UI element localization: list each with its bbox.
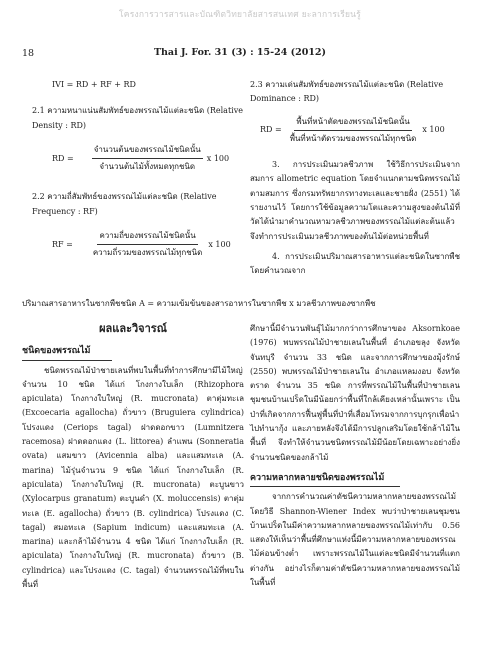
species-paragraph: ชนิดพรรณไม้ป่าชายเลนที่พบในพื้นที่ทำการศึกษามีไม้ใหญ่จำนวน 10 ชนิด ได้แก่ โกงกางใบเล็ก (Rhizophora apiculata) โกงกางใบใหญ่ (R. mucronata) ตาตุ่มทะเล (Excoecaria agallocha) ถั่วขาว (Bruguiera cylindrica) โปรงแดง (Ceriops tagal) ฝาดดอกขาว (Lumnitzera racemosa) ฝาดดอกแดง (L. littorea) ลำแพน (Sonneratia ovata) แสมขาว (Avicennia alba) และแสมทะเล (A. marina) ไม้รุ่นจำนวน 9 ชนิด ได้แก่ โกงกางใบเล็ก (R. apiculata) โกงกางใบใหญ่ (R. mucronata) ตะบูนขาว (Xylocarpus granatum) ตะบูนดำ (X. moluccensis) ตาตุ่มทะเล (E. agallocha) ถั่วขาว (B. cylindrica) โปรงแดง (C. tagal) สมอทะเล (Sapium indicum) และแสมทะเล (A. marina) และกล้าไม้จำนวน 4 ชนิด ได้แก่ โกงกางใบเล็ก (R. apiculata) โกงกางใบใหญ่ (R. mucronata) ถั่วขาว (B. cylindrica) และโปรงแดง (C. tagal) จำนวนพรรณไม้ที่พบในพื้นที่ <box>22 365 244 590</box>
results-right-column <box>250 322 460 590</box>
rf-lhs: RF = <box>52 239 73 249</box>
rd-denominator: จำนวนต้นไม้ทั้งหมดทุกชนิด <box>99 162 196 172</box>
results-title: ผลและวิจารณ์ <box>99 322 167 335</box>
rdo-formula <box>260 115 460 147</box>
species-comparison-paragraph: ศึกษานี้มีจำนวนพันธุ์ไม้มากกว่าการศึกษาของ Aksornkoae (1976) พบพรรณไม้ป่าชายเลนในพื้นที่ อำเภอขลุง จังหวัดจันทบุรี จำนวน 33 ชนิด และจากการศึกษาของมุ้งรักษ์ (2550) พบพรรณไม้ป่าชายเลนใน อำเภอแหลมงอบ จังหวัดตราด จำนวน 35 ชนิด การที่พรรณไม้ในพื้นที่ป่าชายเลนชุมชนบ้านเปร็ดในมีน้อยกว่าพื้นที่ใกล้เคียงเหล่านั้นเพราะ เป็นป่าที่เกิดจากการฟื้นฟูพื้นที่ป่าที่เสื่อมโทรมจากการบุกรุกเพื่อนำไปทำนากุ้ง และภายหลังจึงได้มีการปลูกเสริมโดยใช้กล้าไม้ในพื้นที่ จึงทำให้จำนวนชนิดพรรณไม้มีน้อยโดยเฉพาะอย่างยิ่งจำนวนชนิดของกล้าไม้ <box>250 324 460 462</box>
rdo-multiplier: x 100 <box>422 125 445 135</box>
rd-numerator: จำนวนต้นของพรรณไม้ชนิดนั้น <box>92 143 203 159</box>
rf-numerator: ความถี่ของพรรณไม้ชนิดนั้น <box>97 229 197 245</box>
diversity-heading: ความหลากหลายชนิดของพรรณไม้ <box>250 472 385 483</box>
right-methods-column <box>250 78 460 279</box>
rd-fraction <box>92 143 203 175</box>
rf-denominator: ความถี่รวมของพรรณไม้ทุกชนิด <box>92 248 203 258</box>
method-paragraph-4: 4. การประเมินปริมาณสารอาหารแต่ละชนิดในซากพืชโดยคำนวณจาก <box>250 251 460 276</box>
nutrient-formula: ปริมาณสารอาหารในซากพืชชนิด A = ความเข้มข้นของสารอาหารในซากพืช x มวลชีวภาพของซากพืช <box>22 299 376 308</box>
rf-heading: 2.2 ความถี่สัมพัทธ์ของพรรณไม้แต่ละชนิด (Relative Frequency : RF) <box>32 192 217 216</box>
species-heading-rule <box>22 360 112 361</box>
rdo-denominator: พื้นที่หน้าตัดรวมของพรรณไม้ทุกชนิด <box>289 133 417 143</box>
rdo-numerator: พื้นที่หน้าตัดของพรรณไม้ชนิดนั้น <box>294 115 411 131</box>
rf-fraction <box>91 229 205 261</box>
rd-heading: 2.1 ความหนาแน่นสัมพัทธ์ของพรรณไม้แต่ละชนิด (Relative Density : RD) <box>32 106 243 130</box>
species-heading: ชนิดของพรรณไม้ <box>22 346 91 357</box>
rf-formula <box>52 229 244 261</box>
diversity-heading-rule <box>250 486 400 487</box>
method-paragraph-3: 3. การประเมินมวลชีวภาพ ใช้วิธีการประเมินจากสมการ allometric equation โดยจำแนกตามชนิดพรรณไม้ตามสมการ ซึ่งกรมทรัพยากรทางทะเลและชายฝั่ง (2551) ได้รายงานไว้ โดยการใช้ข้อมูลความโตและความสูงของต้นไม้ที่วัดได้นำมาคำนวณหามวลชีวภาพของพรรณไม้แต่ละต้นแล้วจึงทำการประเมินมวลชีวภาพของต้นไม้ต่อหน่วยพื้นที่ <box>250 160 460 241</box>
journal-header: Thai J. For. 31 (3) : 15-24 (2012) <box>153 47 327 58</box>
rd-multiplier: x 100 <box>206 153 230 163</box>
watermark: โครงการวารสารและบัณฑิตวิทยาลัยสารสนเทศ ยะลาการเรียนรู้ <box>119 10 361 20</box>
results-left-column <box>22 322 244 592</box>
rd-lhs: RD = <box>52 153 74 163</box>
diversity-paragraph: จากการคำนวณค่าดัชนีความหลากหลายของพรรณไม้โดยวิธี Shannon-Wiener Index พบว่าป่าชายเลนชุมชนบ้านเปร็ดในมีค่าความหลากหลายของพรรณไม้เท่ากับ 0.56 แสดงให้เห็นว่าพื้นที่ศึกษาแห่งนี้มีความหลากหลายของพรรณไม้ค่อนข้างต่ำ เพราะพรรณไม้ในแต่ละชนิดมีจำนวนที่แตกต่างกัน อย่างไรก็ตามค่าดัชนีความหลากหลายของพรรณไม้ในพื้นที่ <box>250 492 460 588</box>
page-number: 18 <box>22 48 35 59</box>
left-methods-column <box>22 78 244 261</box>
ivi-formula: IVI = RD + RF + RD <box>52 80 136 89</box>
rdo-fraction <box>288 115 419 147</box>
rf-multiplier: x 100 <box>208 239 231 249</box>
rdo-heading: 2.3 ความเด่นสัมพัทธ์ของพรรณไม้แต่ละชนิด (Relative Dominance : RD) <box>250 80 444 104</box>
rdo-lhs: RD = <box>260 125 282 135</box>
rd-formula <box>52 143 244 175</box>
